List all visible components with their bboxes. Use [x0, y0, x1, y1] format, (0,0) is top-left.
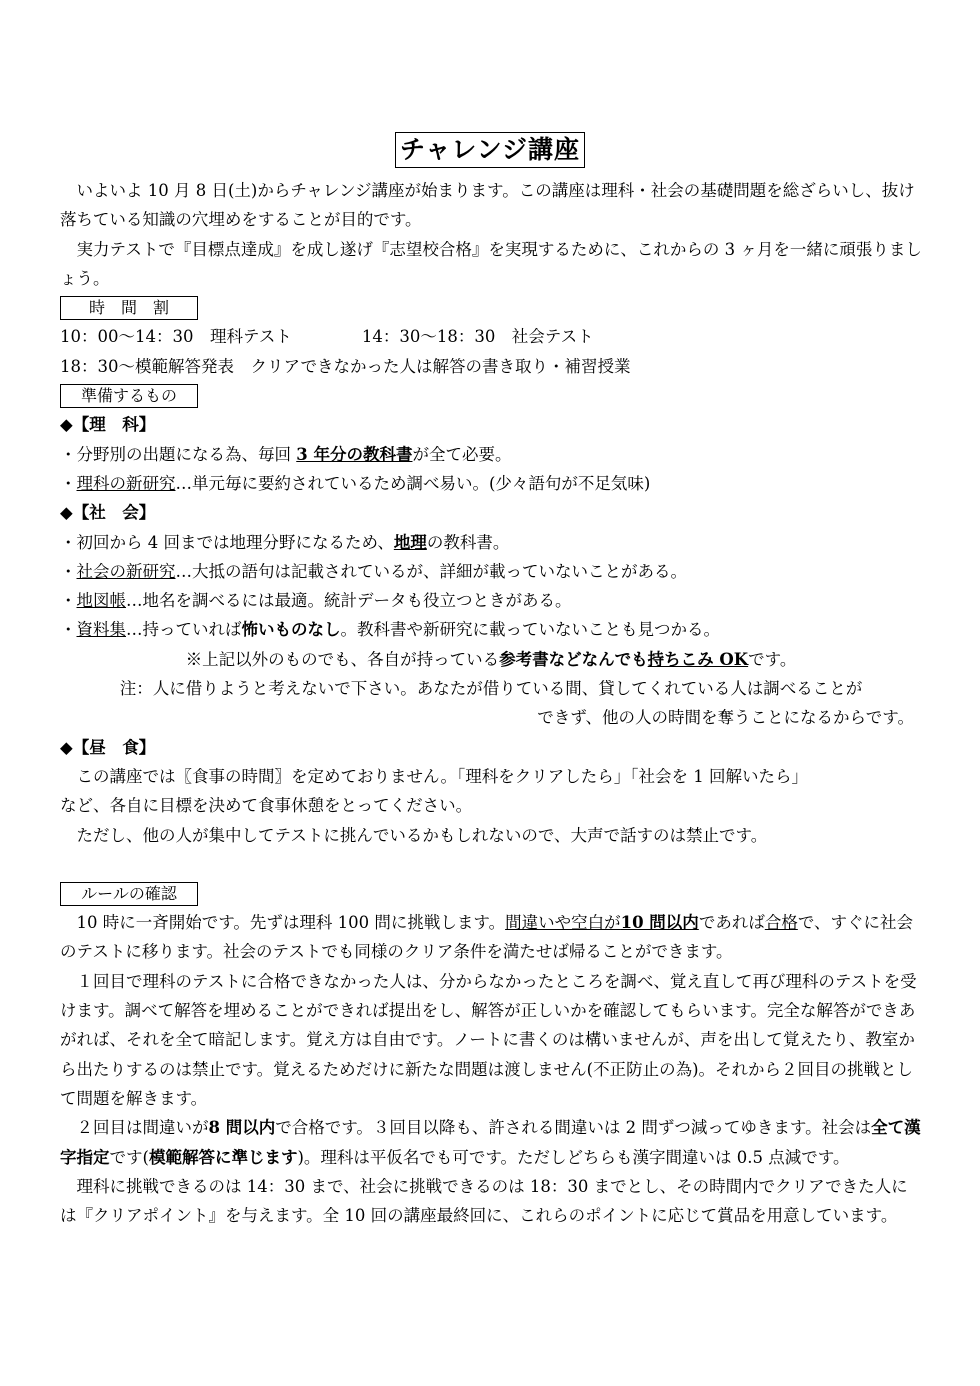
rules-heading: ルールの確認	[60, 882, 198, 906]
title-container	[0, 132, 980, 168]
rules-paragraph-1: 10 時に一斉開始です。先ずは理科 100 問に挑戦します。間違いや空白が10 問以内であれば合格で、すぐに社会のテストに移ります。社会のテストでも同様のクリア条件を満たせば帰ることができます。	[60, 913, 913, 962]
rules-paragraph-2: １回目で理科のテストに合格できなかった人は、分からなかったところを調べ、覚え直して再び理科のテストを受けます。調べて解答を埋めることができれば提出をし、解答が正しいかを確認してもらいます。完全な解答ができあがれば、それを全て暗記します。覚え方は自由です。ノートに書くのは構いませんが、声を出して覚えたり、教室から出たりするのは禁止です。覚えるためだけに新たな問題は渡しません(不正防止の為)。それから２回目の挑戦として問題を解きます。	[60, 971, 917, 1108]
bring-note-bold: 参考書などなんでも	[499, 649, 648, 669]
social-heading: ◆【社 会】	[60, 503, 156, 523]
prepare-heading: 準備するもの	[60, 384, 198, 408]
intro-paragraph-1: いよいよ 10 月 8 日(土)からチャレンジ講座が始まります。この講座は理科・社会の基礎問題を総ざらいし、抜け落ちている知識の穴埋めをすることが目的です。	[60, 181, 915, 230]
social-item-4-bold: 怖いものなし	[241, 620, 341, 640]
lunch-paragraph-1: この講座では〖食事の時間〗を定めておりません。「理科をクリアしたら」「社会を 1 回解いたら」	[76, 766, 808, 786]
schedule-social: 14：30～18：30 社会テスト	[361, 327, 594, 347]
social-item-2-emphasis: 社会の新研究	[76, 561, 176, 581]
lunch-paragraph-2: など、各自に目標を決めて食事休憩をとってください。	[60, 796, 473, 816]
social-item-3-emphasis: 地図帳	[76, 591, 126, 611]
schedule-science: 10：00～14：30 理科テスト	[60, 327, 292, 347]
document-title: チャレンジ講座	[395, 132, 585, 168]
lunch-paragraph-3: ただし、他の人が集中してテストに挑んでいるかもしれないので、大声で話すのは禁止です。	[76, 825, 768, 845]
rules-paragraph-3: ２回目は間違いが8 問以内で合格です。３回目以降も、許される間違いは 2 問ずつ減ってゆきます。社会は全て漢字指定です(模範解答に準じます)。理科は平仮名でも可です。ただしどちらも漢字間違いは 0.5 点減です。	[60, 1118, 921, 1167]
social-item-2: ・社会の新研究…大抵の語句は記載されているが、詳細が載っていないことがある。	[60, 561, 687, 581]
social-item-3: ・地図帳…地名を調べるには最適。統計データも役立つときがある。	[60, 591, 572, 611]
science-item-2-emphasis: 理科の新研究	[76, 473, 176, 493]
intro-paragraph-2: 実力テストで『目標点達成』を成し遂げ『志望校合格』を実現するために、これからの 3 ヶ月を一緒に頑張りましょう。	[60, 239, 922, 288]
schedule-heading: 時 間 割	[60, 296, 198, 320]
social-item-1: ・初回から 4 回までは地理分野になるため、地理の教科書。	[60, 532, 510, 552]
social-item-1-emphasis: 地理	[393, 532, 427, 552]
caution-line-2: できず、他の人の時間を奪うことになるからです。	[537, 708, 914, 728]
lunch-heading: ◆【昼 食】	[60, 737, 156, 757]
caution-line-1: 注：人に借りようと考えないで下さい。あなたが借りている間、貸してくれている人は調べることが	[119, 679, 863, 699]
bring-note-ok: 持ちこみ OK	[647, 649, 749, 669]
rules-paragraph-4: 理科に挑戦できるのは 14：30 まで、社会に挑戦できるのは 18：30 までとし、その時間内でクリアできた人には『クリアポイント』を与えます。全 10 回の講座最終回に、これらのポイントに応じて賞品を用意しています。	[60, 1176, 908, 1226]
social-item-4-emphasis: 資料集	[76, 620, 126, 640]
science-item-2: ・理科の新研究…単元毎に要約されているため調べ易い。(少々語句が不足気味)	[60, 473, 651, 493]
social-item-4: ・資料集…持っていれば怖いものなし。教科書や新研究に載っていないことも見つかる。	[60, 620, 720, 640]
document-body	[60, 176, 922, 1230]
bring-note: ※上記以外のものでも、各自が持っている参考書などなんでも持ちこみ OKです。	[185, 649, 797, 669]
science-item-1: ・分野別の出題になる為、毎回 3 年分の教科書が全て必要。	[60, 444, 512, 464]
science-item-1-emphasis: 3 年分の教科書	[296, 444, 413, 464]
schedule-times	[60, 322, 922, 351]
science-heading: ◆【理 科】	[60, 415, 156, 435]
schedule-answers: 18：30～模範解答発表 クリアできなかった人は解答の書き取り・補習授業	[60, 356, 631, 376]
